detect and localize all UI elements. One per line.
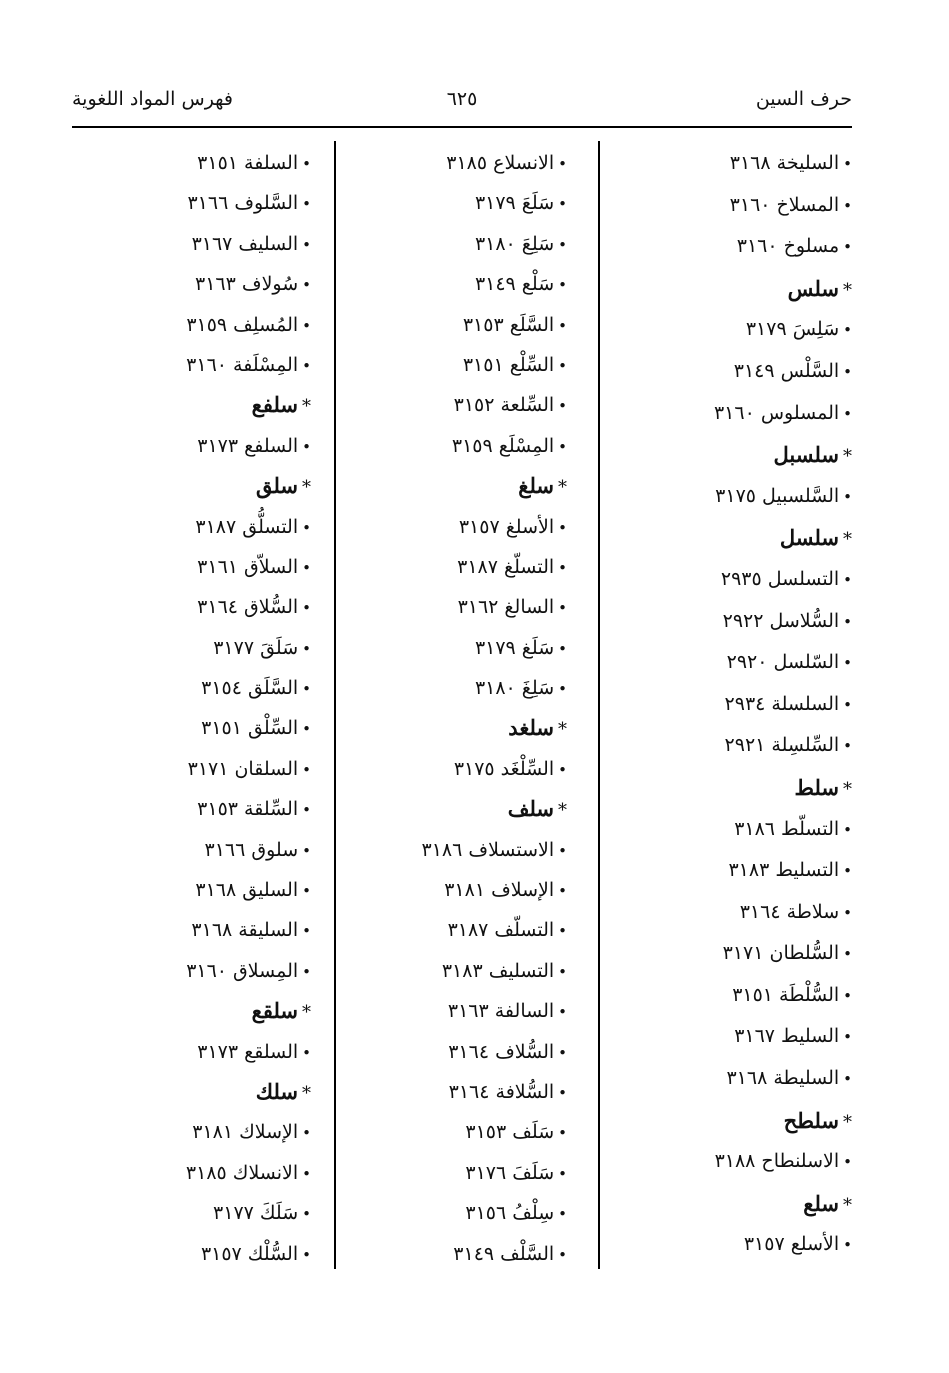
bullet-icon: • bbox=[302, 356, 311, 375]
root-heading bbox=[617, 434, 852, 476]
index-entry bbox=[96, 910, 311, 950]
bullet-icon: • bbox=[302, 276, 311, 295]
index-entry bbox=[342, 628, 567, 668]
entry-text: السُّلاف ٣١٦٤ bbox=[448, 1040, 555, 1063]
entry-text: التسليف ٣١٨٣ bbox=[441, 959, 555, 982]
entry-text: الأسلغ ٣١٥٧ bbox=[458, 515, 555, 538]
entry-text: مسلوخ ٣١٦٠ bbox=[736, 235, 840, 258]
bullet-icon: • bbox=[843, 737, 852, 756]
entry-text: الاسلنطاح ٣١٨٨ bbox=[714, 1150, 840, 1173]
entry-text: السُّلاق ٣١٦٤ bbox=[197, 596, 299, 619]
root-heading bbox=[96, 385, 311, 425]
entry-text: سَلَقَ ٣١٧٧ bbox=[213, 636, 299, 659]
bullet-icon: • bbox=[843, 1070, 852, 1089]
index-entry bbox=[96, 830, 311, 870]
root-heading bbox=[96, 466, 311, 506]
index-column-right bbox=[617, 143, 852, 1266]
index-entry bbox=[617, 226, 852, 268]
entry-text: سلك bbox=[255, 1078, 298, 1104]
entry-text: السَّلْس ٣١٤٩ bbox=[733, 359, 840, 382]
bullet-icon: • bbox=[558, 316, 567, 335]
index-entry bbox=[342, 951, 567, 991]
bullet-icon: • bbox=[302, 882, 311, 901]
entry-text: السَّلسبيل ٣١٧٥ bbox=[715, 484, 840, 507]
index-entry bbox=[342, 830, 567, 870]
index-entry bbox=[96, 305, 311, 345]
asterisk-icon: * bbox=[843, 1111, 852, 1133]
index-entry bbox=[617, 642, 852, 684]
bullet-icon: • bbox=[558, 680, 567, 699]
entry-text: سَلَغ ٣١٧٩ bbox=[474, 636, 555, 659]
index-entry bbox=[96, 1153, 311, 1193]
entry-text: سلاطة ٣١٦٤ bbox=[739, 900, 840, 923]
index-entry bbox=[342, 224, 567, 264]
index-entry bbox=[342, 547, 567, 587]
index-entry bbox=[96, 1193, 311, 1233]
index-entry bbox=[96, 345, 311, 385]
entry-text: السليط ٣١٦٧ bbox=[734, 1025, 840, 1048]
asterisk-icon: * bbox=[843, 778, 852, 800]
entry-text: التسلسل ٢٩٣٥ bbox=[720, 567, 840, 590]
bullet-icon: • bbox=[302, 639, 311, 658]
asterisk-icon: * bbox=[558, 477, 567, 499]
entry-text: السالفة ٣١٦٣ bbox=[447, 1000, 555, 1023]
index-entry bbox=[96, 749, 311, 789]
index-entry bbox=[96, 628, 311, 668]
entry-text: السَّلوف ٣١٦٦ bbox=[187, 192, 299, 215]
entry-text: سلفع bbox=[251, 392, 298, 418]
entry-text: سلغ bbox=[518, 473, 554, 499]
bullet-icon: • bbox=[843, 196, 852, 215]
root-heading bbox=[96, 1072, 311, 1112]
entry-text: سِلْفُ ٣١٥٦ bbox=[465, 1202, 555, 1225]
bullet-icon: • bbox=[843, 155, 852, 173]
index-column-left bbox=[96, 143, 311, 1274]
asterisk-icon: * bbox=[843, 446, 852, 468]
bullet-icon: • bbox=[558, 356, 567, 375]
bullet-icon: • bbox=[302, 558, 311, 577]
entry-text: المِسْلَع ٣١٥٩ bbox=[451, 434, 555, 457]
bullet-icon: • bbox=[558, 962, 567, 981]
bullet-icon: • bbox=[558, 639, 567, 658]
index-entry bbox=[342, 991, 567, 1031]
bullet-icon: • bbox=[302, 1043, 311, 1062]
entry-text: الإسلاك ٣١٨١ bbox=[192, 1121, 299, 1144]
page-number: ٦٢٥ bbox=[446, 88, 478, 110]
index-entry bbox=[342, 305, 567, 345]
bullet-icon: • bbox=[843, 612, 852, 631]
root-heading bbox=[617, 1100, 852, 1142]
index-entry bbox=[96, 789, 311, 829]
root-heading bbox=[617, 517, 852, 559]
bullet-icon: • bbox=[302, 1164, 311, 1183]
entry-text: سلط bbox=[794, 774, 839, 800]
index-entry bbox=[617, 684, 852, 726]
entry-text: السلفة ٣١٥١ bbox=[197, 152, 299, 174]
entry-text: السليق ٣١٦٨ bbox=[195, 879, 299, 902]
bullet-icon: • bbox=[302, 518, 311, 537]
asterisk-icon: * bbox=[843, 1194, 852, 1216]
bullet-icon: • bbox=[302, 680, 311, 699]
bullet-icon: • bbox=[558, 397, 567, 416]
bullet-icon: • bbox=[843, 862, 852, 881]
entry-text: التسلُّق ٣١٨٧ bbox=[195, 515, 299, 538]
entry-text: السُّلافة ٣١٦٤ bbox=[448, 1080, 555, 1103]
bullet-icon: • bbox=[558, 155, 567, 173]
entry-text: المسلوس ٣١٦٠ bbox=[713, 401, 840, 424]
index-entry bbox=[96, 1112, 311, 1152]
bullet-icon: • bbox=[843, 362, 852, 381]
index-entry bbox=[342, 264, 567, 304]
bullet-icon: • bbox=[302, 235, 311, 254]
asterisk-icon: * bbox=[558, 800, 567, 822]
index-entry bbox=[342, 668, 567, 708]
bullet-icon: • bbox=[558, 841, 567, 860]
index-entry bbox=[617, 850, 852, 892]
bullet-icon: • bbox=[302, 599, 311, 618]
entry-text: السِّلعة ٣١٥٢ bbox=[453, 394, 555, 417]
index-entry bbox=[617, 725, 852, 767]
entry-text: التسلّغ ٣١٨٧ bbox=[457, 555, 555, 578]
entry-text: سَلَعَ ٣١٧٩ bbox=[474, 192, 555, 215]
entry-text: سلف bbox=[507, 796, 554, 822]
entry-text: سَلِغَ ٣١٨٠ bbox=[474, 677, 555, 700]
index-entry bbox=[96, 1032, 311, 1072]
asterisk-icon: * bbox=[302, 477, 311, 499]
bullet-icon: • bbox=[302, 922, 311, 941]
index-entry bbox=[96, 426, 311, 466]
entry-text: السليف ٣١٦٧ bbox=[191, 232, 299, 255]
index-entry bbox=[342, 1153, 567, 1193]
entry-text: سُولاف ٣١٦٣ bbox=[195, 273, 299, 296]
entry-text: سلسبل bbox=[773, 442, 839, 468]
index-entry bbox=[617, 393, 852, 435]
bullet-icon: • bbox=[302, 841, 311, 860]
entry-text: سلسل bbox=[779, 525, 839, 551]
index-entry bbox=[342, 587, 567, 627]
entry-text: السلفع ٣١٧٣ bbox=[197, 434, 299, 457]
entry-text: التسلّط ٣١٨٦ bbox=[734, 817, 840, 840]
bullet-icon: • bbox=[302, 1124, 311, 1143]
entry-text: الأسلع ٣١٥٧ bbox=[743, 1233, 840, 1256]
bullet-icon: • bbox=[302, 962, 311, 981]
entry-text: السِّلْق ٣١٥١ bbox=[201, 717, 299, 740]
index-entry bbox=[96, 264, 311, 304]
entry-text: السِّلْع ٣١٥١ bbox=[462, 353, 555, 376]
bullet-icon: • bbox=[843, 238, 852, 257]
index-entry bbox=[617, 1141, 852, 1183]
index-entry bbox=[342, 870, 567, 910]
root-heading bbox=[617, 767, 852, 809]
bullet-icon: • bbox=[843, 903, 852, 922]
entry-text: سلقع bbox=[251, 998, 298, 1024]
entry-text: سَلَكَ ٣١٧٧ bbox=[213, 1202, 299, 1225]
index-entry bbox=[342, 1234, 567, 1274]
asterisk-icon: * bbox=[558, 719, 567, 741]
entry-text: سَلْع ٣١٤٩ bbox=[474, 273, 555, 296]
bullet-icon: • bbox=[843, 1028, 852, 1047]
entry-text: السليطة ٣١٦٨ bbox=[726, 1067, 840, 1090]
bullet-icon: • bbox=[558, 437, 567, 456]
bullet-icon: • bbox=[558, 558, 567, 577]
entry-text: السُّلْك ٣١٥٧ bbox=[200, 1242, 299, 1265]
index-entry bbox=[342, 749, 567, 789]
entry-text: المِسلاق ٣١٦٠ bbox=[186, 959, 299, 982]
entry-text: السُّلْطَة ٣١٥١ bbox=[732, 983, 840, 1006]
bullet-icon: • bbox=[843, 986, 852, 1005]
entry-text: سَلِسَ ٣١٧٩ bbox=[745, 318, 840, 341]
bullet-icon: • bbox=[843, 1236, 852, 1255]
bullet-icon: • bbox=[302, 720, 311, 739]
index-entry bbox=[617, 933, 852, 975]
entry-text: التسليط ٣١٨٣ bbox=[728, 859, 840, 882]
bullet-icon: • bbox=[843, 945, 852, 964]
bullet-icon: • bbox=[843, 321, 852, 340]
root-heading bbox=[342, 708, 567, 748]
entry-text: سلوق ٣١٦٦ bbox=[204, 838, 299, 861]
entry-text: السَّلَق ٣١٥٤ bbox=[201, 677, 299, 700]
bullet-icon: • bbox=[302, 155, 311, 173]
column-divider bbox=[598, 141, 600, 1269]
entry-text: السلاّق ٣١٦١ bbox=[197, 555, 299, 578]
index-entry bbox=[96, 870, 311, 910]
entry-text: السليخة ٣١٦٨ bbox=[729, 152, 840, 174]
index-entry bbox=[342, 910, 567, 950]
bullet-icon: • bbox=[302, 316, 311, 335]
index-entry bbox=[96, 507, 311, 547]
bullet-icon: • bbox=[558, 1245, 567, 1264]
index-entry bbox=[342, 345, 567, 385]
entry-text: الإسلاف ٣١٨١ bbox=[444, 879, 555, 902]
index-column-middle bbox=[342, 143, 567, 1274]
root-heading bbox=[617, 1183, 852, 1225]
index-entry bbox=[342, 1112, 567, 1152]
index-entry bbox=[342, 385, 567, 425]
index-entry bbox=[342, 507, 567, 547]
bullet-icon: • bbox=[302, 760, 311, 779]
entry-text: السِّلقة ٣١٥٣ bbox=[197, 798, 299, 821]
column-divider bbox=[334, 141, 336, 1269]
index-entry bbox=[96, 708, 311, 748]
bullet-icon: • bbox=[843, 487, 852, 506]
bullet-icon: • bbox=[843, 1153, 852, 1172]
bullet-icon: • bbox=[558, 276, 567, 295]
bullet-icon: • bbox=[558, 760, 567, 779]
entry-text: سَلَفَ ٣١٧٦ bbox=[465, 1161, 555, 1184]
entry-text: السلقان ٣١٧١ bbox=[187, 757, 299, 780]
index-entry bbox=[342, 426, 567, 466]
index-entry bbox=[617, 143, 852, 185]
root-heading bbox=[342, 789, 567, 829]
bullet-icon: • bbox=[558, 1003, 567, 1022]
bullet-icon: • bbox=[558, 1205, 567, 1224]
index-entry bbox=[617, 1016, 852, 1058]
index-entry bbox=[342, 1072, 567, 1112]
entry-text: سلغد bbox=[508, 715, 554, 741]
bullet-icon: • bbox=[302, 1245, 311, 1264]
entry-text: سلس bbox=[787, 275, 839, 301]
asterisk-icon: * bbox=[302, 1082, 311, 1104]
entry-text: سلق bbox=[255, 473, 298, 499]
index-entry bbox=[617, 309, 852, 351]
bullet-icon: • bbox=[558, 882, 567, 901]
index-entry bbox=[96, 547, 311, 587]
bullet-icon: • bbox=[843, 404, 852, 423]
entry-text: السلسلة ٢٩٣٤ bbox=[724, 692, 840, 715]
index-entry bbox=[617, 559, 852, 601]
root-heading bbox=[617, 268, 852, 310]
entry-text: السُّلطان ٣١٧١ bbox=[722, 942, 840, 965]
index-title: فهرس المواد اللغوية bbox=[72, 88, 234, 110]
index-entry bbox=[617, 476, 852, 518]
bullet-icon: • bbox=[558, 1083, 567, 1102]
entry-text: المسلاخ ٣١٦٠ bbox=[729, 193, 840, 216]
index-entry bbox=[96, 587, 311, 627]
bullet-icon: • bbox=[558, 922, 567, 941]
entry-text: السلقع ٣١٧٣ bbox=[197, 1040, 299, 1063]
entry-text: الاستسلاف ٣١٨٦ bbox=[421, 838, 555, 861]
index-entry bbox=[96, 668, 311, 708]
bullet-icon: • bbox=[558, 1043, 567, 1062]
asterisk-icon: * bbox=[302, 1002, 311, 1024]
index-entry bbox=[96, 183, 311, 223]
bullet-icon: • bbox=[843, 654, 852, 673]
index-entry bbox=[617, 351, 852, 393]
bullet-icon: • bbox=[843, 570, 852, 589]
entry-text: سلع bbox=[803, 1190, 839, 1216]
root-heading bbox=[342, 466, 567, 506]
bullet-icon: • bbox=[302, 195, 311, 214]
bullet-icon: • bbox=[302, 801, 311, 820]
entry-text: الانسلاع ٣١٨٥ bbox=[446, 152, 555, 174]
index-entry bbox=[342, 183, 567, 223]
index-entry bbox=[96, 143, 311, 183]
bullet-icon: • bbox=[558, 1124, 567, 1143]
entry-text: سَلِعَ ٣١٨٠ bbox=[474, 232, 555, 255]
index-entry bbox=[617, 975, 852, 1017]
entry-text: السِّلسِلة ٢٩٢١ bbox=[724, 734, 840, 757]
bullet-icon: • bbox=[558, 1164, 567, 1183]
entry-text: السَّلْف ٣١٤٩ bbox=[453, 1242, 555, 1265]
entry-text: السّلسل ٢٩٢٠ bbox=[726, 651, 840, 674]
header-rule bbox=[72, 126, 852, 128]
bullet-icon: • bbox=[302, 437, 311, 456]
bullet-icon: • bbox=[558, 235, 567, 254]
page-header bbox=[72, 88, 852, 120]
bullet-icon: • bbox=[558, 599, 567, 618]
index-entry bbox=[617, 1224, 852, 1266]
entry-text: السُّلاسل ٢٩٢٢ bbox=[722, 609, 840, 632]
index-entry bbox=[617, 601, 852, 643]
entry-text: سلطح bbox=[783, 1107, 839, 1133]
entry-text: الانسلاك ٣١٨٥ bbox=[185, 1161, 299, 1184]
index-entry bbox=[617, 892, 852, 934]
index-entry bbox=[617, 1058, 852, 1100]
bullet-icon: • bbox=[843, 820, 852, 839]
entry-text: المِسْلَفة ٣١٦٠ bbox=[186, 353, 299, 376]
index-entry bbox=[96, 224, 311, 264]
entry-text: التسلّف ٣١٨٧ bbox=[447, 919, 555, 942]
asterisk-icon: * bbox=[302, 396, 311, 418]
entry-text: السالغ ٣١٦٢ bbox=[457, 596, 555, 619]
entry-text: السَّلَع ٣١٥٣ bbox=[462, 313, 555, 336]
index-entry bbox=[96, 951, 311, 991]
index-entry bbox=[342, 1193, 567, 1233]
bullet-icon: • bbox=[302, 1205, 311, 1224]
index-entry bbox=[617, 809, 852, 851]
asterisk-icon: * bbox=[843, 529, 852, 551]
index-entry bbox=[617, 185, 852, 227]
index-entry bbox=[342, 1032, 567, 1072]
entry-text: السِّلْغَد ٣١٧٥ bbox=[453, 757, 555, 780]
entry-text: السليقة ٣١٦٨ bbox=[191, 919, 299, 942]
index-entry bbox=[96, 1234, 311, 1274]
bullet-icon: • bbox=[558, 195, 567, 214]
index-entry bbox=[342, 143, 567, 183]
entry-text: سَلَف ٣١٥٣ bbox=[465, 1121, 555, 1144]
asterisk-icon: * bbox=[843, 279, 852, 301]
bullet-icon: • bbox=[558, 518, 567, 537]
entry-text: المُسلِف ٣١٥٩ bbox=[186, 313, 299, 336]
root-heading bbox=[96, 991, 311, 1031]
bullet-icon: • bbox=[843, 695, 852, 714]
chapter-title: حرف السين bbox=[755, 88, 852, 110]
